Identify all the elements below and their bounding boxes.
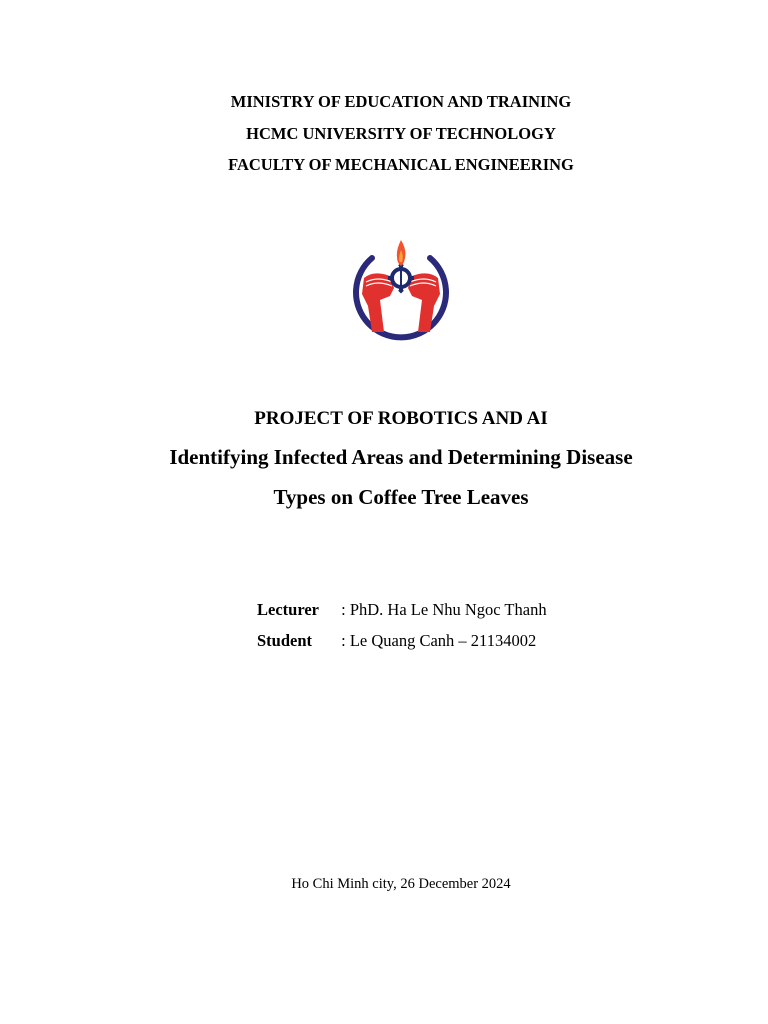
- university-heading: HCMC UNIVERSITY OF TECHNOLOGY: [246, 124, 556, 143]
- faculty-heading: FACULTY OF MECHANICAL ENGINEERING: [228, 155, 574, 174]
- project-title-line-2: Types on Coffee Tree Leaves: [273, 485, 529, 509]
- student-label: Student: [257, 631, 313, 650]
- project-title-line-1: Identifying Infected Areas and Determining Disease: [169, 445, 633, 469]
- project-label: PROJECT OF ROBOTICS AND AI: [254, 408, 548, 429]
- lecturer-row: [257, 600, 547, 620]
- university-emblem-icon: [350, 236, 452, 346]
- lecturer-value: : PhD. Ha Le Nhu Ngoc Thanh: [341, 600, 547, 619]
- student-value: : Le Quang Canh – 21134002: [341, 631, 537, 650]
- place-date: Ho Chi Minh city, 26 December 2024: [291, 876, 511, 892]
- lecturer-label: Lecturer: [257, 600, 319, 619]
- ministry-heading: MINISTRY OF EDUCATION AND TRAINING: [230, 92, 572, 111]
- student-row: [257, 631, 536, 651]
